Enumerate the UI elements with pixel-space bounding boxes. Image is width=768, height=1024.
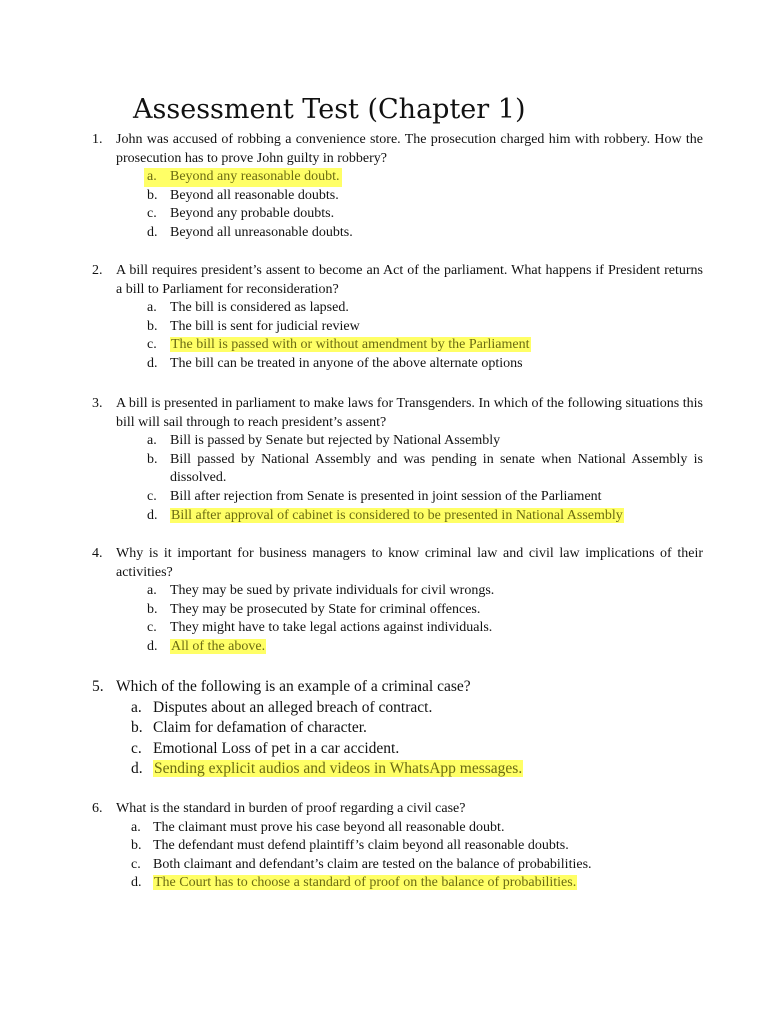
question-number: 5. xyxy=(92,678,104,695)
option-text: Beyond all reasonable doubts. xyxy=(170,187,339,203)
question-number: 1. xyxy=(92,132,103,147)
option-letter: a. xyxy=(147,433,157,449)
option-c xyxy=(0,856,703,875)
question-1 xyxy=(0,131,768,243)
page-title: Assessment Test (Chapter 1) xyxy=(133,94,526,125)
option-b xyxy=(0,601,703,620)
option-a xyxy=(0,698,703,719)
option-a xyxy=(0,432,703,451)
question-number: 3. xyxy=(92,396,103,411)
option-d-highlighted xyxy=(0,759,703,780)
option-c xyxy=(0,619,703,638)
option-text: They may be prosecuted by State for criminal offences. xyxy=(170,601,481,617)
option-letter: a. xyxy=(147,300,157,316)
question-text: A bill is presented in parliament to make laws for Transgenders. In which of the following situations this bill will sail through to reach president’s assent? xyxy=(116,396,703,430)
question-3 xyxy=(0,395,768,525)
option-letter: c. xyxy=(147,337,157,353)
option-letter: c. xyxy=(147,206,157,222)
option-b xyxy=(0,187,703,206)
option-c xyxy=(0,205,703,224)
option-text: The bill is sent for judicial review xyxy=(170,318,360,334)
option-letter: d. xyxy=(147,638,158,654)
option-letter: c. xyxy=(147,620,157,636)
option-c-highlighted xyxy=(0,336,703,355)
option-text: The bill is passed with or without amendment by the Parliament xyxy=(171,337,530,353)
option-letter: b. xyxy=(147,318,158,334)
option-text: Beyond all unreasonable doubts. xyxy=(170,224,353,240)
option-list xyxy=(0,299,768,373)
option-text: The Court has to choose a standard of proof on the balance of probabilities. xyxy=(154,875,577,891)
option-text: All of the above. xyxy=(171,638,266,654)
option-a xyxy=(0,819,703,838)
option-letter: c. xyxy=(131,856,141,872)
option-c xyxy=(0,488,703,507)
option-letter: c. xyxy=(147,488,157,504)
option-text: Bill passed by National Assembly and was pending in senate when National Assembly is dissolved. xyxy=(170,451,703,486)
option-text: The claimant must prove his case beyond all reasonable doubt. xyxy=(153,819,505,835)
option-letter: d. xyxy=(147,355,158,371)
question-text: Why is it important for business managers to know criminal law and civil law implications of their activities? xyxy=(116,546,703,580)
option-letter: a. xyxy=(147,583,157,599)
option-letter: b. xyxy=(131,838,142,854)
option-d xyxy=(0,224,703,243)
option-letter: b. xyxy=(147,451,158,467)
question-4 xyxy=(0,545,768,657)
option-letter: a. xyxy=(147,169,157,185)
question-number: 4. xyxy=(92,546,103,561)
option-text: Claim for defamation of character. xyxy=(153,719,367,736)
option-d xyxy=(0,355,703,374)
option-b xyxy=(0,718,703,739)
question-number: 2. xyxy=(92,263,103,278)
option-text: Both claimant and defendant’s claim are tested on the balance of probabilities. xyxy=(153,856,592,872)
option-letter: b. xyxy=(147,601,158,617)
option-text: Sending explicit audios and videos in WhatsApp messages. xyxy=(154,760,523,777)
question-number: 6. xyxy=(92,801,103,816)
question-6 xyxy=(0,800,768,893)
option-a-highlighted xyxy=(144,168,342,187)
option-b xyxy=(0,451,703,488)
option-d-highlighted xyxy=(0,874,703,893)
option-text: They might have to take legal actions against individuals. xyxy=(170,620,493,636)
option-list xyxy=(0,432,768,525)
option-d-highlighted xyxy=(0,638,703,657)
option-list xyxy=(0,698,768,780)
option-text: They may be sued by private individuals for civil wrongs. xyxy=(170,583,495,599)
option-list xyxy=(0,819,768,893)
question-text: John was accused of robbing a convenience store. The prosecution charged him with robbery. How the prosecution has to prove John guilty in robbery? xyxy=(116,132,703,166)
option-letter: d. xyxy=(131,875,142,891)
option-letter: a. xyxy=(131,819,141,835)
option-letter: c. xyxy=(131,739,142,757)
question-text: Which of the following is an example of a criminal case? xyxy=(116,678,471,695)
option-list xyxy=(0,582,768,656)
option-text: Emotional Loss of pet in a car accident. xyxy=(153,739,400,757)
option-a xyxy=(0,299,703,318)
option-text: Bill after rejection from Senate is presented in joint session of the Parliament xyxy=(170,488,602,504)
option-letter: b. xyxy=(147,187,158,203)
question-text: A bill requires president’s assent to become an Act of the parliament. What happens if President returns a bill to Parliament for reconsideration? xyxy=(116,263,703,297)
option-text: The bill can be treated in anyone of the above alternate options xyxy=(170,355,523,371)
option-text: Bill after approval of cabinet is considered to be presented in National Assembly xyxy=(171,507,623,523)
option-text: The bill is considered as lapsed. xyxy=(170,300,349,316)
option-text: Bill is passed by Senate but rejected by National Assembly xyxy=(170,433,501,449)
option-a xyxy=(0,582,703,601)
option-letter: a. xyxy=(131,698,142,716)
question-2 xyxy=(0,262,768,374)
option-b xyxy=(0,318,703,337)
option-letter: d. xyxy=(131,760,143,777)
option-text: Disputes about an alleged breach of contract. xyxy=(153,698,433,716)
option-d-highlighted xyxy=(0,507,703,526)
option-text: Beyond any reasonable doubt. xyxy=(170,169,340,185)
option-list xyxy=(0,168,768,242)
question-text: What is the standard in burden of proof regarding a civil case? xyxy=(116,801,466,816)
option-letter: d. xyxy=(147,224,158,240)
question-5 xyxy=(0,677,768,780)
option-letter: d. xyxy=(147,507,158,523)
option-c xyxy=(0,739,703,760)
option-letter: b. xyxy=(131,719,143,736)
option-text: Beyond any probable doubts. xyxy=(170,206,335,222)
option-b xyxy=(0,837,703,856)
option-text: The defendant must defend plaintiff’s claim beyond all reasonable doubts. xyxy=(153,838,569,854)
